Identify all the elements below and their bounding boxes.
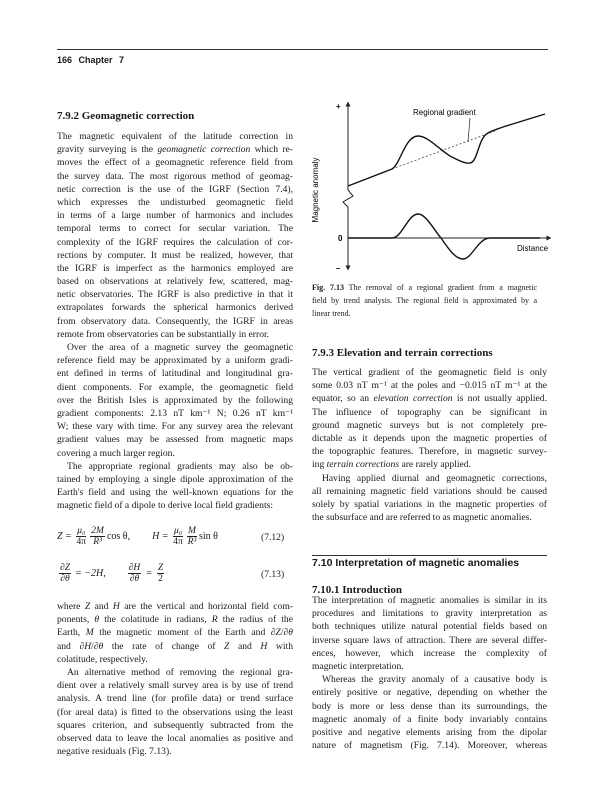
numerator: μ₀ [173, 526, 183, 536]
text-line [312, 673, 547, 686]
denominator: ∂θ [60, 574, 70, 584]
italic-text: elevation correction [373, 393, 453, 405]
text-segment: An alternative method of removing the regional gra- [67, 666, 293, 678]
text-line [57, 130, 293, 143]
text-line [57, 706, 293, 719]
text-segment: nature of magnetism (Fig. 7.14). Moreover, whereas [312, 740, 547, 752]
text-segment: gradient values may be assessed from magnetic maps [57, 434, 293, 446]
text-segment: from observatory data. Consequently, the IGRF in areas [57, 315, 293, 327]
eq-sign: = [65, 531, 72, 542]
text-segment: extrapolates forwards the spherical harmonics derived [57, 302, 293, 314]
text-line [312, 432, 547, 445]
text-segment: Over the area of a magnetic survey the geomagnetic [67, 342, 293, 353]
text-segment: The appropriate regional gradients may also be ob- [67, 460, 293, 472]
text-segment: ing [312, 459, 327, 471]
chapter-label: Chapter 7 [78, 55, 125, 65]
text-line [312, 295, 537, 308]
italic-text: Z [224, 640, 230, 652]
text-line [312, 366, 547, 379]
text-segment: Earth's field and using the well-known equations for the [57, 487, 293, 499]
text-segment: rections by computer. It must be realized, however, that [57, 249, 293, 261]
paragraph [57, 130, 293, 341]
annotation-leader [468, 118, 470, 142]
text-segment: and [229, 640, 261, 652]
text-line [312, 379, 547, 392]
section-heading-7-9-3: 7.9.3 Elevation and terrain corrections [312, 347, 493, 359]
text-segment: the subsurface and are referred to as magnetic anomalies. [312, 512, 532, 524]
right-column-text [312, 366, 547, 524]
italic-text: θ [94, 614, 100, 626]
text-line [57, 341, 293, 354]
text-segment: Having applied diurnal and geomagnetic corrections, [322, 472, 547, 484]
text-segment: ences, however, which increase the complexity of [312, 647, 547, 659]
plus-label: + [336, 102, 341, 111]
text-segment: dictable as it depends upon the magnetic properties of [312, 432, 547, 444]
text-segment: gravity surveying is the [57, 144, 158, 156]
text-segment: solely by spatial variations in the magnetic properties of [312, 498, 547, 510]
denominator: 4π [173, 537, 183, 547]
numerator: Z [157, 563, 164, 573]
text-segment: the IGRF is imperfect as the harmonics employed are [57, 262, 293, 274]
text-line [57, 640, 293, 653]
italic-text: θ [288, 627, 294, 639]
text-line [57, 499, 293, 512]
text-segment: are rarely applied. [399, 459, 471, 471]
text-segment: entirely positive or negative, depending on whether the [312, 687, 547, 699]
paragraph [312, 594, 547, 673]
text-line [312, 485, 547, 498]
fraction [90, 526, 105, 547]
text-segment: positive and negative elements arising from the dipolar [312, 726, 547, 738]
text-segment: inverse square laws of attraction. There are several differ- [312, 634, 547, 646]
text-segment: dient over a relatively small survey area is by use of trend [57, 680, 293, 692]
text-line [312, 620, 547, 633]
text-line [312, 726, 547, 739]
text-line [312, 686, 547, 699]
text-line [57, 473, 293, 486]
text-line [57, 328, 293, 341]
text-line [57, 745, 293, 758]
text-line [57, 170, 293, 183]
italic-text: Z [275, 627, 281, 639]
fraction [173, 526, 183, 547]
fraction [76, 526, 86, 547]
residual-anomaly-curve [348, 214, 540, 259]
italic-text: terrain corrections [326, 459, 400, 471]
text-segment: W; these vary with time. For any survey area the relevant [57, 421, 293, 433]
text-segment: the magnetic moment of the Earth and ∂ [93, 627, 276, 639]
figure-7-13 [300, 90, 613, 280]
paragraph [57, 460, 293, 513]
fraction [157, 563, 164, 584]
eq-term: = −2H, [74, 568, 106, 579]
text-line [57, 222, 293, 235]
numerator: 2M [91, 526, 104, 536]
text-line [57, 301, 293, 314]
text-segment: the rate of change of [103, 640, 225, 652]
text-line [57, 262, 293, 275]
text-line [57, 275, 293, 288]
regional-gradient-line [392, 131, 495, 169]
left-column-text [57, 130, 293, 512]
text-segment: where [57, 601, 85, 612]
text-segment: which expresses the undisturbed geomagnetic field [57, 196, 293, 208]
text-line [312, 511, 547, 524]
text-segment: with [267, 640, 293, 652]
text-line [312, 498, 547, 511]
running-header [57, 55, 124, 65]
section-heading-7-9-2: 7.9.2 Geomagnetic correction [57, 110, 195, 122]
italic-text: θ [98, 640, 104, 652]
denominator: R³ [93, 537, 102, 547]
text-line [312, 594, 547, 607]
text-segment: body is more or less dense than its surroundings, the [312, 700, 547, 712]
text-line [57, 394, 293, 407]
text-line [312, 445, 547, 458]
text-segment: /∂ [91, 640, 99, 652]
text-line [57, 315, 293, 328]
text-segment: (for areal data) is fitted to the observations using the least [57, 706, 293, 718]
text-segment: The magnetic equivalent of the latitude correction in [57, 131, 293, 142]
text-segment: are the vertical and horizontal field com- [119, 601, 293, 612]
section-rule [312, 555, 547, 556]
page-number: 166 [57, 55, 73, 65]
equation-7-12 [57, 526, 218, 547]
text-segment: negative residuals (Fig. 7.13). [57, 746, 172, 758]
text-line [312, 739, 547, 752]
italic-text: H [84, 640, 92, 652]
paragraph [312, 366, 547, 472]
text-segment: netic correction is the use of the IGRF (Section 7.4), [57, 183, 293, 195]
text-segment: magnetic interpretation. [312, 660, 404, 672]
text-line [312, 308, 537, 321]
figure-caption [312, 282, 537, 322]
observed-field-curve [348, 114, 545, 186]
text-line [57, 433, 293, 446]
text-segment: procedures and limitations to gravity interpretation as [312, 608, 547, 620]
eq-term: cos θ, [106, 531, 131, 542]
text-line [57, 183, 293, 196]
eq-symbol: Z [57, 531, 63, 542]
text-line [57, 288, 293, 301]
text-segment: equator, so an [312, 393, 374, 405]
fraction [187, 526, 197, 547]
text-segment: The vertical gradient of the geomagnetic field is only [312, 367, 547, 378]
annotation-label: Regional gradient [413, 108, 476, 117]
italic-text: H [260, 640, 268, 652]
text-segment: some 0.03 nT m⁻¹ at the poles and −0.015 nT m⁻¹ at the [312, 380, 547, 392]
denominator: ∂θ [129, 574, 140, 584]
text-line [57, 367, 293, 380]
text-segment: /∂ [280, 627, 289, 639]
text-line [57, 679, 293, 692]
text-line [57, 209, 293, 222]
text-line [312, 419, 547, 432]
text-segment: magnetic anomaly of a finite body invariably contains [312, 713, 547, 725]
italic-text: M [85, 627, 94, 639]
text-line [312, 472, 547, 485]
text-segment: based on observations at relatively few, scattered, mag- [57, 276, 293, 288]
text-segment: magnetic field of a dipole to derive local field gradients: [57, 500, 274, 512]
italic-text: R [211, 614, 218, 626]
text-line [57, 486, 293, 499]
right-column-text-lower [312, 594, 547, 752]
text-line [57, 666, 293, 679]
text-segment: over the British Isles is approximated by the following [57, 394, 293, 406]
text-segment: gradient components: 2.13 nT km⁻¹ N; 0.26 nT km⁻¹ [57, 407, 293, 419]
text-segment: netic observatories. The IGRF is also predictive in that it [57, 289, 293, 301]
text-segment: is not usually applied. [452, 393, 547, 405]
text-line [57, 381, 293, 394]
text-segment: The removal of a regional gradient from a magnetic [343, 283, 538, 292]
text-line [57, 732, 293, 745]
minus-label: – [336, 264, 341, 273]
text-segment: and [90, 601, 113, 612]
text-segment: the colatitude in radians, [99, 614, 212, 626]
text-segment: tained by employing a single dipole approximation of the [57, 473, 293, 485]
eq-sign: = [162, 531, 168, 542]
text-segment: analysis. A trend line (for profile data) or trend surface [57, 693, 293, 705]
text-line [312, 634, 547, 647]
text-segment: the topographic features. Therefore, in magnetic survey- [312, 446, 547, 458]
text-segment: colatitude, respectively. [57, 653, 148, 665]
eq-sign: = [146, 568, 152, 579]
italic-text: Z [84, 601, 91, 612]
denominator: R³ [187, 537, 197, 547]
text-line [57, 249, 293, 262]
text-segment: ent defined in terms of latitudinal and longitudinal gra- [57, 368, 293, 380]
text-segment: Whereas the gravity anomaly of a causative body is [322, 674, 547, 686]
text-line [57, 719, 293, 732]
text-line [312, 660, 547, 673]
numerator: μ₀ [77, 526, 86, 536]
paragraph [57, 341, 293, 460]
text-segment: Earth, [57, 627, 86, 639]
section-heading-7-10-1: 7.10.1 Introduction [312, 584, 402, 596]
zero-label: 0 [338, 234, 343, 243]
paragraph [57, 600, 293, 666]
section-heading-7-10: 7.10 Interpretation of magnetic anomalies [312, 557, 520, 569]
text-segment: the radius of the [217, 614, 293, 626]
text-line [312, 647, 547, 660]
text-line [57, 236, 293, 249]
paragraph [312, 673, 547, 752]
left-column-text-lower [57, 600, 293, 758]
text-segment: dient components. For example, the geomagnetic field [57, 381, 293, 393]
eq-term: sin θ [198, 531, 218, 542]
text-segment: reference field may be approximated by a uniform gradi- [57, 355, 293, 367]
x-axis-label: Distance [517, 244, 549, 253]
text-segment: the survey data. The most rigorous method of geomag- [57, 170, 293, 182]
denominator: 4π [76, 537, 87, 547]
text-segment: The influence of topography can be significant in [312, 406, 547, 418]
text-line [312, 713, 547, 726]
fraction [59, 563, 71, 584]
text-segment: The interpretation of magnetic anomalies is similar in its [312, 595, 547, 606]
header-rule [57, 49, 548, 50]
text-segment: observed data to leave the local anomalies as positive and [57, 732, 293, 744]
equation-7-13 [57, 563, 166, 584]
text-segment: moves the effect of a geomagnetic reference field from [57, 157, 293, 169]
text-line [57, 653, 293, 666]
text-segment: ground magnetic surveys but is not completely pre- [312, 419, 547, 431]
text-line [57, 460, 293, 473]
text-line [312, 700, 547, 713]
text-segment: complexity of the IGRF requires the calculation of cor- [57, 236, 293, 248]
numerator: M [188, 526, 196, 536]
eq-symbol: H [152, 531, 160, 542]
text-segment: all remaining magnetic field variations should be caused [312, 485, 547, 497]
text-line [57, 626, 293, 639]
text-line [312, 607, 547, 620]
text-line [57, 354, 293, 367]
equation-number: (7.12) [261, 532, 285, 543]
text-line [57, 143, 293, 156]
text-line [312, 282, 537, 295]
text-line [57, 692, 293, 705]
paragraph [57, 666, 293, 758]
figure-label: Fig. 7.13 [312, 283, 344, 292]
text-line [312, 406, 547, 419]
text-segment: ponents, [57, 614, 95, 626]
numerator: ∂H [128, 563, 141, 573]
text-segment: covering a much larger region. [57, 447, 175, 459]
text-segment: which re- [250, 144, 293, 156]
text-line [57, 407, 293, 420]
italic-text: H [112, 601, 120, 612]
text-line [57, 447, 293, 460]
text-segment: squares criterion, and subsequently subtracted from the [57, 719, 293, 731]
text-segment: field by trend analysis. The regional field is approximated by a [312, 296, 537, 306]
text-line [57, 420, 293, 433]
denominator: 2 [158, 574, 163, 584]
italic-text: geomagnetic correction [157, 144, 251, 156]
text-line [57, 613, 293, 626]
axis-break-icon [343, 190, 353, 207]
fraction [128, 563, 142, 584]
text-segment: remote from observatories can be substantially in error. [57, 328, 270, 340]
text-segment: linear trend. [312, 309, 351, 319]
caption-text [312, 282, 537, 322]
equation-number: (7.13) [261, 569, 285, 580]
paragraph [312, 472, 547, 525]
text-segment: in terms of a large number of harmonics and includes [57, 210, 293, 222]
text-segment: both techniques utilize natural potential fields based on [312, 621, 547, 633]
text-line [57, 600, 293, 613]
y-axis-label: Magnetic anomaly [311, 157, 320, 223]
numerator: ∂Z [60, 563, 70, 573]
text-line [312, 392, 547, 405]
text-line [57, 196, 293, 209]
text-segment: and ∂ [57, 640, 85, 652]
text-line [57, 156, 293, 169]
text-segment: temporal terms to correct for secular variation. The [57, 223, 293, 235]
text-line [312, 458, 547, 471]
